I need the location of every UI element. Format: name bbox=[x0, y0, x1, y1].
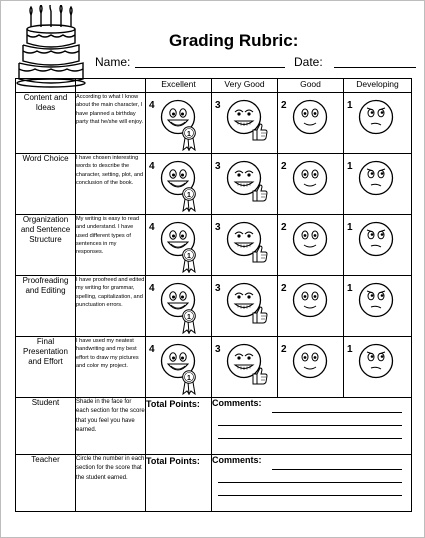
score-cell-developing[interactable] bbox=[344, 93, 412, 154]
good-face-icon[interactable] bbox=[292, 221, 328, 257]
footer-label: Teacher bbox=[16, 455, 76, 512]
ribbon-number: 1 bbox=[187, 375, 191, 382]
score-cell-very-good[interactable] bbox=[212, 215, 278, 276]
criterion-description: My writing is easy to read and understand. I have used different types of sentences in my responses. bbox=[76, 215, 146, 276]
rubric-table bbox=[15, 78, 412, 512]
developing-face-icon[interactable] bbox=[358, 343, 394, 379]
comments-label: Comments: bbox=[212, 455, 262, 465]
comment-line bbox=[272, 412, 402, 413]
criterion-row bbox=[16, 215, 412, 276]
footer-label: Student bbox=[16, 398, 76, 455]
score-cell-excellent[interactable] bbox=[146, 337, 212, 398]
criterion-row bbox=[16, 154, 412, 215]
first-place-ribbon-icon bbox=[182, 247, 196, 273]
date-label: Date: bbox=[294, 55, 323, 69]
score-cell-good[interactable] bbox=[278, 215, 344, 276]
comment-line bbox=[218, 425, 402, 426]
developing-face-icon[interactable] bbox=[358, 282, 394, 318]
comments-field[interactable] bbox=[212, 398, 412, 455]
score-number[interactable]: 2 bbox=[281, 344, 287, 355]
first-place-ribbon-icon bbox=[182, 125, 196, 151]
criterion-label: Organization and Sentence Structure bbox=[16, 215, 76, 276]
score-cell-developing[interactable] bbox=[344, 215, 412, 276]
ribbon-number: 1 bbox=[187, 253, 191, 260]
developing-face-icon[interactable] bbox=[358, 99, 394, 135]
name-field[interactable] bbox=[135, 67, 285, 68]
score-cell-very-good[interactable] bbox=[212, 276, 278, 337]
score-cell-good[interactable] bbox=[278, 154, 344, 215]
score-cell-excellent[interactable] bbox=[146, 154, 212, 215]
footer-description: Circle the number in each section for the score that the student earned. bbox=[76, 455, 146, 512]
criterion-row bbox=[16, 93, 412, 154]
score-number[interactable]: 3 bbox=[215, 100, 221, 111]
criterion-label: Proofreading and Editing bbox=[16, 276, 76, 337]
score-cell-excellent[interactable] bbox=[146, 276, 212, 337]
good-face-icon[interactable] bbox=[292, 99, 328, 135]
score-number[interactable]: 4 bbox=[149, 283, 155, 294]
page-title: Grading Rubric: bbox=[169, 31, 299, 50]
criterion-description: According to what I know about the main character, I have planned a birthday party that he/she will enjoy. bbox=[76, 93, 146, 154]
comment-line bbox=[218, 495, 402, 496]
score-cell-excellent[interactable] bbox=[146, 93, 212, 154]
column-header-good: Good bbox=[278, 79, 344, 93]
thumbs-up-icon bbox=[252, 306, 268, 324]
score-cell-developing[interactable] bbox=[344, 276, 412, 337]
score-cell-very-good[interactable] bbox=[212, 93, 278, 154]
criterion-row bbox=[16, 337, 412, 398]
score-number[interactable]: 1 bbox=[347, 222, 353, 233]
ribbon-number: 1 bbox=[187, 131, 191, 138]
comments-label: Comments: bbox=[212, 398, 262, 408]
column-header-developing: Developing bbox=[344, 79, 412, 93]
score-number[interactable]: 3 bbox=[215, 283, 221, 294]
date-field[interactable] bbox=[334, 67, 416, 68]
score-number[interactable]: 3 bbox=[215, 222, 221, 233]
score-number[interactable]: 4 bbox=[149, 161, 155, 172]
score-cell-good[interactable] bbox=[278, 93, 344, 154]
developing-face-icon[interactable] bbox=[358, 160, 394, 196]
thumbs-up-icon bbox=[252, 245, 268, 263]
comment-line bbox=[218, 438, 402, 439]
criterion-label: Content and Ideas bbox=[16, 93, 76, 154]
thumbs-up-icon bbox=[252, 184, 268, 202]
thumbs-up-icon bbox=[252, 123, 268, 141]
score-number[interactable]: 4 bbox=[149, 222, 155, 233]
developing-face-icon[interactable] bbox=[358, 221, 394, 257]
score-number[interactable]: 1 bbox=[347, 344, 353, 355]
ribbon-number: 1 bbox=[187, 192, 191, 199]
score-number[interactable]: 1 bbox=[347, 161, 353, 172]
score-cell-good[interactable] bbox=[278, 337, 344, 398]
criterion-description: I have proofreed and edited my writing for grammar, spelling, capitalization, and punctuation errors. bbox=[76, 276, 146, 337]
score-cell-developing[interactable] bbox=[344, 154, 412, 215]
score-cell-excellent[interactable] bbox=[146, 215, 212, 276]
score-number[interactable]: 4 bbox=[149, 344, 155, 355]
first-place-ribbon-icon bbox=[182, 308, 196, 334]
score-number[interactable]: 1 bbox=[347, 100, 353, 111]
good-face-icon[interactable] bbox=[292, 282, 328, 318]
score-number[interactable]: 2 bbox=[281, 161, 287, 172]
criterion-label: Final Presentation and Effort bbox=[16, 337, 76, 398]
score-cell-very-good[interactable] bbox=[212, 154, 278, 215]
column-header-very-good: Very Good bbox=[212, 79, 278, 93]
score-number[interactable]: 1 bbox=[347, 283, 353, 294]
first-place-ribbon-icon bbox=[182, 186, 196, 212]
name-label: Name: bbox=[95, 55, 131, 69]
comment-line bbox=[272, 469, 402, 470]
criterion-label: Word Choice bbox=[16, 154, 76, 215]
score-number[interactable]: 3 bbox=[215, 344, 221, 355]
first-place-ribbon-icon bbox=[182, 369, 196, 395]
criterion-row bbox=[16, 276, 412, 337]
total-points-label[interactable]: Total Points: bbox=[146, 455, 212, 512]
comment-line bbox=[218, 482, 402, 483]
column-header-excellent: Excellent bbox=[146, 79, 212, 93]
score-cell-very-good[interactable] bbox=[212, 337, 278, 398]
footer-description: Shade in the face for each section for the score that you feel you have earned. bbox=[76, 398, 146, 455]
blank-header bbox=[16, 79, 76, 93]
ribbon-number: 1 bbox=[187, 314, 191, 321]
score-number[interactable]: 2 bbox=[281, 283, 287, 294]
score-cell-good[interactable] bbox=[278, 276, 344, 337]
criterion-description: I have chosen interesting words to describe the character, setting, plot, and conclusion of the book. bbox=[76, 154, 146, 215]
score-number[interactable]: 2 bbox=[281, 222, 287, 233]
good-face-icon[interactable] bbox=[292, 343, 328, 379]
blank-header bbox=[76, 79, 146, 93]
score-number[interactable]: 4 bbox=[149, 100, 155, 111]
comments-field[interactable] bbox=[212, 455, 412, 512]
good-face-icon[interactable] bbox=[292, 160, 328, 196]
total-points-label[interactable]: Total Points: bbox=[146, 398, 212, 455]
score-number[interactable]: 2 bbox=[281, 100, 287, 111]
thumbs-up-icon bbox=[252, 367, 268, 385]
score-number[interactable]: 3 bbox=[215, 161, 221, 172]
footer-row bbox=[16, 455, 412, 512]
score-cell-developing[interactable] bbox=[344, 337, 412, 398]
criterion-description: I have used my neatest handwriting and my best effort to draw my pictures and color my project. bbox=[76, 337, 146, 398]
header-row bbox=[16, 79, 412, 93]
footer-row bbox=[16, 398, 412, 455]
